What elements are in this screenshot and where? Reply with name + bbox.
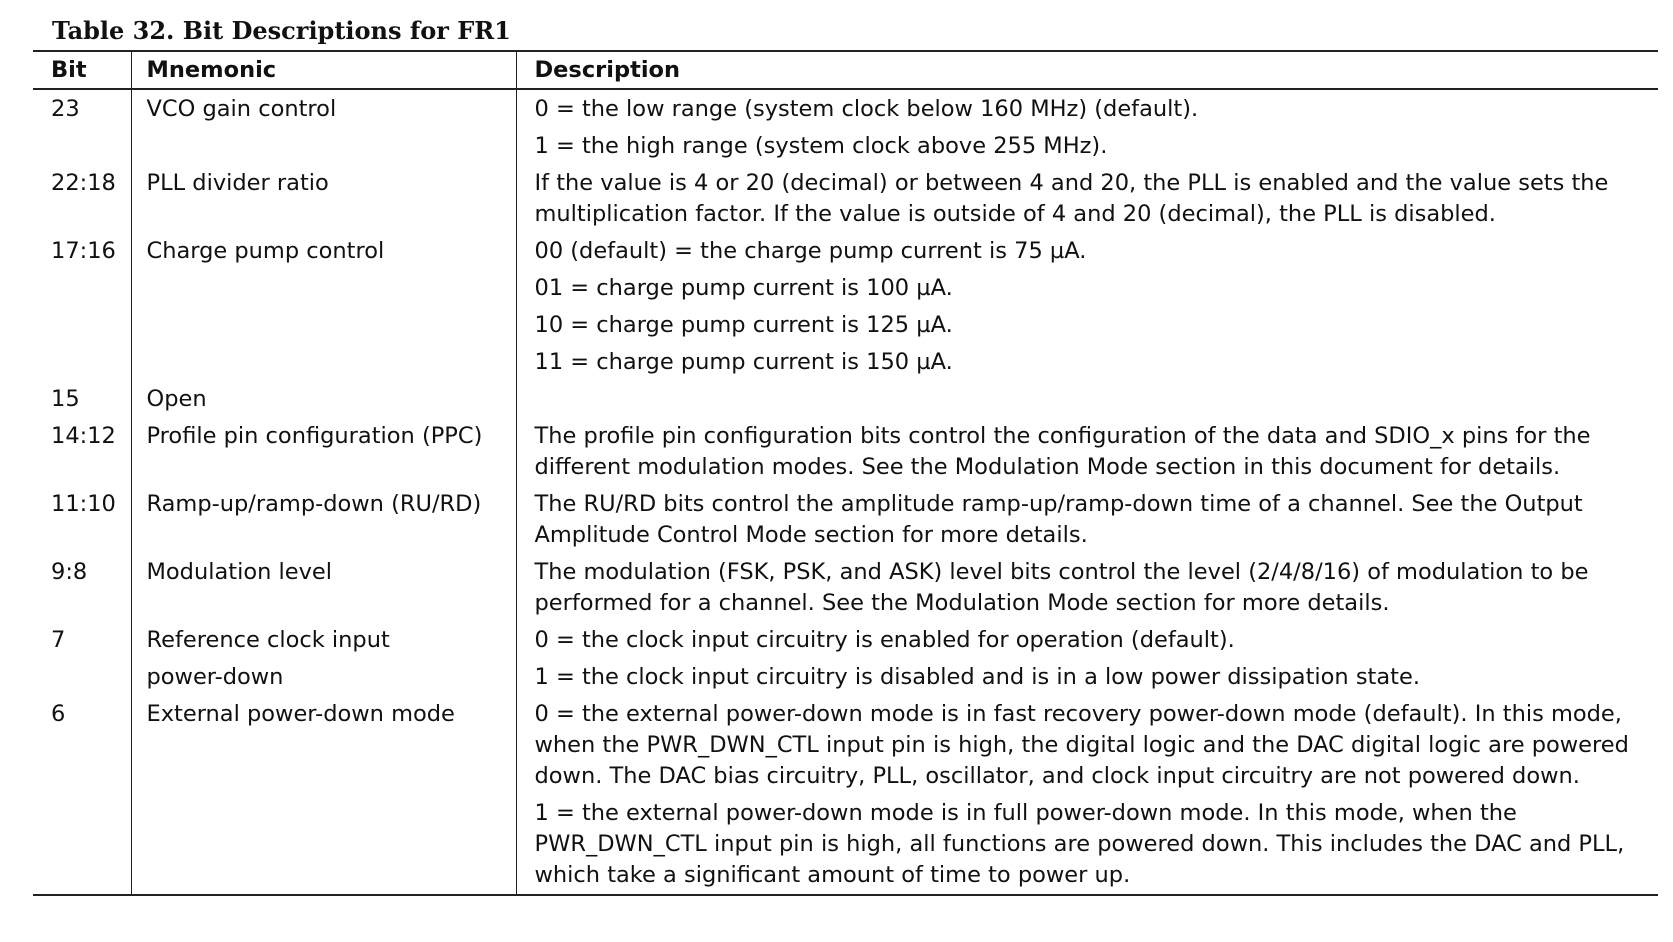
table-row [33,554,1658,622]
table-caption: Table 32. Bit Descriptions for FR1 [52,16,511,45]
bit-cell: 9:8 [33,554,131,622]
mnemonic-line: VCO gain control [146,96,337,122]
description-paragraph: 00 (default) = the charge pump current is 75 µA. [534,238,1087,264]
description-cell [516,554,1658,622]
header-description: Description [516,51,1658,89]
bit-cell: 7 [33,622,131,696]
header-mnemonic: Mnemonic [131,51,516,89]
bit-cell: 17:16 [33,233,131,381]
mnemonic-line: power-down [146,664,284,690]
bit-cell: 23 [33,89,131,165]
table-row [33,381,1658,418]
table-row [33,233,1658,381]
bit-description-table [33,50,1658,896]
table-row [33,165,1658,233]
table-row [33,418,1658,486]
description-paragraph: 01 = charge pump current is 100 µA. [534,275,953,301]
description-paragraph: The profile pin configuration bits control the configuration of the data and SDIO_x pins for the different modulation modes. See the Modulation Mode section in this document for details. [534,423,1591,480]
mnemonic-cell [131,381,516,418]
mnemonic-cell [131,554,516,622]
mnemonic-line: PLL divider ratio [146,170,329,196]
mnemonic-line: Ramp-up/ramp-down (RU/RD) [146,491,482,517]
table-body [33,89,1658,895]
mnemonic-line: External power-down mode [146,701,455,727]
mnemonic-cell [131,486,516,554]
mnemonic-cell [131,165,516,233]
mnemonic-cell [131,89,516,165]
description-paragraph: 0 = the clock input circuitry is enabled for operation (default). [534,627,1235,653]
description-cell [516,622,1658,696]
description-paragraph: The RU/RD bits control the amplitude ramp-up/ramp-down time of a channel. See the Output Amplitude Control Mode section for more details. [534,491,1583,548]
mnemonic-cell [131,622,516,696]
description-cell [516,486,1658,554]
description-cell [516,696,1658,895]
description-paragraph: 1 = the external power-down mode is in full power-down mode. In this mode, when the PWR_DWN_CTL input pin is high, all functions are powered down. This includes the DAC and PLL, which take a significant amount of time to power up. [534,800,1625,888]
bit-cell: 14:12 [33,418,131,486]
mnemonic-cell [131,696,516,895]
table-row [33,622,1658,696]
mnemonic-line: Charge pump control [146,238,385,264]
mnemonic-cell [131,418,516,486]
description-paragraph: If the value is 4 or 20 (decimal) or between 4 and 20, the PLL is enabled and the value sets the multiplication factor. If the value is outside of 4 and 20 (decimal), the PLL is disabled. [534,170,1609,227]
mnemonic-line: Reference clock input [146,627,390,653]
bit-cell: 15 [33,381,131,418]
mnemonic-cell [131,233,516,381]
description-cell [516,381,1658,418]
header-bit: Bit [33,51,131,89]
description-paragraph: 11 = charge pump current is 150 µA. [534,349,953,375]
bit-cell: 11:10 [33,486,131,554]
bit-cell: 6 [33,696,131,895]
description-paragraph: 0 = the low range (system clock below 160 MHz) (default). [534,96,1199,122]
description-paragraph: 0 = the external power-down mode is in fast recovery power-down mode (default). In this mode, when the PWR_DWN_CTL input pin is high, the digital logic and the DAC digital logic are powered down. The DAC bias circuitry, PLL, oscillator, and clock input circuitry are not powered down. [534,701,1629,789]
table-row [33,486,1658,554]
mnemonic-line: Open [146,386,207,412]
mnemonic-line: Profile pin configuration (PPC) [146,423,483,449]
description-paragraph: 1 = the clock input circuitry is disabled and is in a low power dissipation state. [534,664,1420,690]
mnemonic-line: Modulation level [146,559,333,585]
description-cell [516,89,1658,165]
description-cell [516,165,1658,233]
description-cell [516,418,1658,486]
description-cell [516,233,1658,381]
bit-cell: 22:18 [33,165,131,233]
table-row [33,696,1658,895]
table-header-row [33,51,1658,89]
description-paragraph: The modulation (FSK, PSK, and ASK) level bits control the level (2/4/8/16) of modulation to be performed for a channel. See the Modulation Mode section for more details. [534,559,1589,616]
description-paragraph: 1 = the high range (system clock above 255 MHz). [534,133,1108,159]
table-row [33,89,1658,165]
description-paragraph: 10 = charge pump current is 125 µA. [534,312,953,338]
